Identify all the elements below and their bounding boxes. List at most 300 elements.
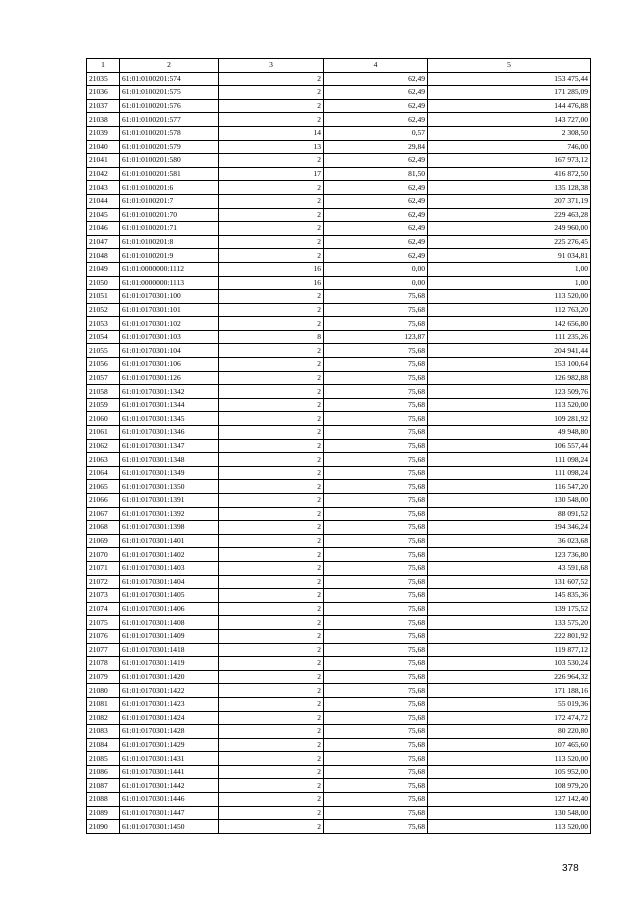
table-row (87, 140, 591, 154)
amount-cell: 207 371,19 (428, 194, 591, 208)
category-cell: 2 (219, 344, 324, 358)
row-number-cell: 21062 (87, 439, 120, 453)
amount-cell: 113 520,00 (428, 290, 591, 304)
cadastral-number-cell: 61:01:0170301:1347 (120, 439, 219, 453)
amount-cell: 153 475,44 (428, 72, 591, 86)
row-number-cell: 21071 (87, 561, 120, 575)
amount-cell: 746,00 (428, 140, 591, 154)
category-cell: 2 (219, 793, 324, 807)
row-number-cell: 21056 (87, 358, 120, 372)
row-number-cell: 21073 (87, 589, 120, 603)
value-cell: 75,68 (324, 412, 428, 426)
value-cell: 75,68 (324, 616, 428, 630)
row-number-cell: 21055 (87, 344, 120, 358)
table-row (87, 167, 591, 181)
amount-cell: 135 128,38 (428, 181, 591, 195)
category-cell: 2 (219, 602, 324, 616)
category-cell: 2 (219, 806, 324, 820)
value-cell: 0,57 (324, 126, 428, 140)
value-cell: 75,68 (324, 507, 428, 521)
amount-cell: 143 727,00 (428, 113, 591, 127)
amount-cell: 131 607,52 (428, 575, 591, 589)
value-cell: 75,68 (324, 439, 428, 453)
amount-cell: 55 019,36 (428, 697, 591, 711)
table-row (87, 616, 591, 630)
row-number-cell: 21080 (87, 684, 120, 698)
table-row (87, 629, 591, 643)
cadastral-number-cell: 61:01:0170301:1419 (120, 657, 219, 671)
table-row (87, 276, 591, 290)
category-cell: 14 (219, 126, 324, 140)
value-cell: 81,50 (324, 167, 428, 181)
row-number-cell: 21059 (87, 398, 120, 412)
value-cell: 75,68 (324, 561, 428, 575)
amount-cell: 229 463,28 (428, 208, 591, 222)
amount-cell: 1,00 (428, 276, 591, 290)
table-row (87, 521, 591, 535)
value-cell: 75,68 (324, 643, 428, 657)
amount-cell: 123 736,80 (428, 548, 591, 562)
cadastral-number-cell: 61:01:0100201:71 (120, 222, 219, 236)
table-row (87, 426, 591, 440)
cadastral-number-cell: 61:01:0170301:1346 (120, 426, 219, 440)
category-cell: 2 (219, 358, 324, 372)
amount-cell: 105 952,00 (428, 765, 591, 779)
row-number-cell: 21040 (87, 140, 120, 154)
table-row (87, 806, 591, 820)
row-number-cell: 21070 (87, 548, 120, 562)
amount-cell: 36 023,68 (428, 534, 591, 548)
cadastral-number-cell: 61:01:0170301:1405 (120, 589, 219, 603)
category-cell: 2 (219, 113, 324, 127)
row-number-cell: 21085 (87, 752, 120, 766)
row-number-cell: 21052 (87, 303, 120, 317)
amount-cell: 113 520,00 (428, 752, 591, 766)
value-cell: 75,68 (324, 657, 428, 671)
amount-cell: 123 509,76 (428, 385, 591, 399)
row-number-cell: 21076 (87, 629, 120, 643)
row-number-cell: 21054 (87, 330, 120, 344)
amount-cell: 80 220,80 (428, 725, 591, 739)
cadastral-number-cell: 61:01:0170301:1348 (120, 453, 219, 467)
value-cell: 75,68 (324, 629, 428, 643)
cadastral-number-cell: 61:01:0170301:106 (120, 358, 219, 372)
value-cell: 62,49 (324, 208, 428, 222)
table-row (87, 453, 591, 467)
category-cell: 16 (219, 276, 324, 290)
amount-cell: 204 941,44 (428, 344, 591, 358)
row-number-cell: 21090 (87, 820, 120, 834)
category-cell: 2 (219, 194, 324, 208)
amount-cell: 111 098,24 (428, 466, 591, 480)
row-number-cell: 21079 (87, 670, 120, 684)
cadastral-number-cell: 61:01:0170301:1422 (120, 684, 219, 698)
row-number-cell: 21064 (87, 466, 120, 480)
value-cell: 75,68 (324, 358, 428, 372)
category-cell: 2 (219, 670, 324, 684)
category-cell: 16 (219, 262, 324, 276)
amount-cell: 103 530,24 (428, 657, 591, 671)
value-cell: 75,68 (324, 711, 428, 725)
category-cell: 2 (219, 629, 324, 643)
cadastral-number-cell: 61:01:0100201:575 (120, 86, 219, 100)
cadastral-number-cell: 61:01:0170301:126 (120, 371, 219, 385)
category-cell: 2 (219, 765, 324, 779)
table-body (87, 72, 591, 833)
amount-cell: 1,00 (428, 262, 591, 276)
row-number-cell: 21067 (87, 507, 120, 521)
value-cell: 0,00 (324, 262, 428, 276)
cadastral-number-cell: 61:01:0100201:70 (120, 208, 219, 222)
category-cell: 2 (219, 480, 324, 494)
column-header-1: 1 (87, 59, 120, 73)
amount-cell: 222 801,92 (428, 629, 591, 643)
cadastral-number-cell: 61:01:0170301:1428 (120, 725, 219, 739)
amount-cell: 43 591,68 (428, 561, 591, 575)
value-cell: 75,68 (324, 793, 428, 807)
category-cell: 13 (219, 140, 324, 154)
category-cell: 2 (219, 249, 324, 263)
table-row (87, 670, 591, 684)
table-row (87, 643, 591, 657)
cadastral-number-cell: 61:01:0170301:1409 (120, 629, 219, 643)
value-cell: 75,68 (324, 589, 428, 603)
amount-cell: 167 973,12 (428, 154, 591, 168)
cadastral-number-cell: 61:01:0170301:1403 (120, 561, 219, 575)
table-row (87, 725, 591, 739)
cadastral-number-cell: 61:01:0170301:1344 (120, 398, 219, 412)
table-row (87, 752, 591, 766)
value-cell: 75,68 (324, 385, 428, 399)
category-cell: 2 (219, 820, 324, 834)
value-cell: 75,68 (324, 806, 428, 820)
cadastral-number-cell: 61:01:0170301:1350 (120, 480, 219, 494)
table-row (87, 154, 591, 168)
category-cell: 2 (219, 589, 324, 603)
category-cell: 2 (219, 561, 324, 575)
table-header (87, 59, 591, 73)
row-number-cell: 21072 (87, 575, 120, 589)
amount-cell: 111 235,26 (428, 330, 591, 344)
amount-cell: 88 091,52 (428, 507, 591, 521)
amount-cell: 112 763,20 (428, 303, 591, 317)
table-row (87, 262, 591, 276)
table-row (87, 602, 591, 616)
amount-cell: 225 276,45 (428, 235, 591, 249)
category-cell: 2 (219, 181, 324, 195)
value-cell: 62,49 (324, 86, 428, 100)
cadastral-number-cell: 61:01:0170301:1345 (120, 412, 219, 426)
table-row (87, 344, 591, 358)
row-number-cell: 21068 (87, 521, 120, 535)
table-row (87, 534, 591, 548)
table-row (87, 711, 591, 725)
column-header-4: 4 (324, 59, 428, 73)
table-row (87, 72, 591, 86)
cadastral-number-cell: 61:01:0170301:100 (120, 290, 219, 304)
value-cell: 62,49 (324, 154, 428, 168)
column-header-5: 5 (428, 59, 591, 73)
row-number-cell: 21060 (87, 412, 120, 426)
cadastral-number-cell: 61:01:0100201:581 (120, 167, 219, 181)
category-cell: 2 (219, 303, 324, 317)
cadastral-number-cell: 61:01:0170301:1342 (120, 385, 219, 399)
amount-cell: 130 548,00 (428, 494, 591, 508)
table-row (87, 561, 591, 575)
amount-cell: 145 835,36 (428, 589, 591, 603)
cadastral-number-cell: 61:01:0170301:1450 (120, 820, 219, 834)
value-cell: 62,49 (324, 194, 428, 208)
cadastral-number-cell: 61:01:0170301:101 (120, 303, 219, 317)
amount-cell: 91 034,81 (428, 249, 591, 263)
row-number-cell: 21051 (87, 290, 120, 304)
row-number-cell: 21058 (87, 385, 120, 399)
amount-cell: 194 346,24 (428, 521, 591, 535)
row-number-cell: 21049 (87, 262, 120, 276)
category-cell: 8 (219, 330, 324, 344)
amount-cell: 226 964,32 (428, 670, 591, 684)
row-number-cell: 21074 (87, 602, 120, 616)
table-row (87, 113, 591, 127)
category-cell: 2 (219, 385, 324, 399)
category-cell: 2 (219, 412, 324, 426)
value-cell: 75,68 (324, 752, 428, 766)
category-cell: 2 (219, 222, 324, 236)
table-row (87, 589, 591, 603)
amount-cell: 142 656,80 (428, 317, 591, 331)
category-cell: 2 (219, 697, 324, 711)
table-row (87, 385, 591, 399)
value-cell: 75,68 (324, 290, 428, 304)
amount-cell: 111 098,24 (428, 453, 591, 467)
value-cell: 75,68 (324, 765, 428, 779)
value-cell: 62,49 (324, 113, 428, 127)
table-row (87, 330, 591, 344)
column-header-2: 2 (120, 59, 219, 73)
row-number-cell: 21039 (87, 126, 120, 140)
row-number-cell: 21043 (87, 181, 120, 195)
table-row (87, 303, 591, 317)
amount-cell: 133 575,20 (428, 616, 591, 630)
value-cell: 75,68 (324, 344, 428, 358)
cadastral-number-cell: 61:01:0100201:576 (120, 99, 219, 113)
cadastral-number-cell: 61:01:0170301:1408 (120, 616, 219, 630)
cadastral-number-cell: 61:01:0170301:1441 (120, 765, 219, 779)
value-cell: 75,68 (324, 697, 428, 711)
row-number-cell: 21089 (87, 806, 120, 820)
category-cell: 2 (219, 616, 324, 630)
table-row (87, 358, 591, 372)
cadastral-number-cell: 61:01:0100201:580 (120, 154, 219, 168)
row-number-cell: 21083 (87, 725, 120, 739)
page-number: 378 (562, 863, 579, 874)
category-cell: 2 (219, 426, 324, 440)
amount-cell: 108 979,20 (428, 779, 591, 793)
cadastral-number-cell: 61:01:0000000:1112 (120, 262, 219, 276)
cadastral-number-cell: 61:01:0170301:102 (120, 317, 219, 331)
table-row (87, 181, 591, 195)
table-row (87, 290, 591, 304)
row-number-cell: 21081 (87, 697, 120, 711)
amount-cell: 139 175,52 (428, 602, 591, 616)
table-row (87, 86, 591, 100)
row-number-cell: 21077 (87, 643, 120, 657)
table-row (87, 412, 591, 426)
category-cell: 2 (219, 453, 324, 467)
table-row (87, 99, 591, 113)
amount-cell: 416 872,50 (428, 167, 591, 181)
value-cell: 75,68 (324, 480, 428, 494)
cadastral-number-cell: 61:01:0170301:1418 (120, 643, 219, 657)
value-cell: 75,68 (324, 602, 428, 616)
cadastral-number-cell: 61:01:0100201:8 (120, 235, 219, 249)
category-cell: 2 (219, 154, 324, 168)
category-cell: 2 (219, 99, 324, 113)
category-cell: 2 (219, 439, 324, 453)
amount-cell: 172 474,72 (428, 711, 591, 725)
value-cell: 75,68 (324, 466, 428, 480)
category-cell: 2 (219, 725, 324, 739)
category-cell: 17 (219, 167, 324, 181)
table-row (87, 738, 591, 752)
value-cell: 62,49 (324, 249, 428, 263)
cadastral-number-cell: 61:01:0170301:1404 (120, 575, 219, 589)
cadastral-number-cell: 61:01:0170301:1431 (120, 752, 219, 766)
amount-cell: 119 877,12 (428, 643, 591, 657)
table-row (87, 317, 591, 331)
value-cell: 75,68 (324, 534, 428, 548)
row-number-cell: 21042 (87, 167, 120, 181)
category-cell: 2 (219, 398, 324, 412)
table-row (87, 194, 591, 208)
value-cell: 75,68 (324, 317, 428, 331)
value-cell: 75,68 (324, 426, 428, 440)
category-cell: 2 (219, 317, 324, 331)
cadastral-number-cell: 61:01:0100201:579 (120, 140, 219, 154)
amount-cell: 109 281,92 (428, 412, 591, 426)
category-cell: 2 (219, 657, 324, 671)
value-cell: 62,49 (324, 235, 428, 249)
category-cell: 2 (219, 208, 324, 222)
row-number-cell: 21041 (87, 154, 120, 168)
cadastral-number-cell: 61:01:0170301:1406 (120, 602, 219, 616)
row-number-cell: 21066 (87, 494, 120, 508)
amount-cell: 144 476,88 (428, 99, 591, 113)
table-row (87, 684, 591, 698)
amount-cell: 113 520,00 (428, 820, 591, 834)
cadastral-number-cell: 61:01:0170301:104 (120, 344, 219, 358)
value-cell: 75,68 (324, 371, 428, 385)
table-row (87, 466, 591, 480)
cadastral-number-cell: 61:01:0100201:9 (120, 249, 219, 263)
cadastral-number-cell: 61:01:0170301:1429 (120, 738, 219, 752)
amount-cell: 116 547,20 (428, 480, 591, 494)
amount-cell: 171 285,09 (428, 86, 591, 100)
table-row (87, 507, 591, 521)
cadastral-number-cell: 61:01:0170301:1401 (120, 534, 219, 548)
row-number-cell: 21038 (87, 113, 120, 127)
cadastral-number-cell: 61:01:0100201:7 (120, 194, 219, 208)
cadastral-number-cell: 61:01:0170301:1423 (120, 697, 219, 711)
value-cell: 29,84 (324, 140, 428, 154)
category-cell: 2 (219, 548, 324, 562)
table-row (87, 548, 591, 562)
value-cell: 75,68 (324, 548, 428, 562)
category-cell: 2 (219, 371, 324, 385)
table-row (87, 235, 591, 249)
value-cell: 62,49 (324, 72, 428, 86)
value-cell: 75,68 (324, 398, 428, 412)
value-cell: 75,68 (324, 494, 428, 508)
category-cell: 2 (219, 684, 324, 698)
row-number-cell: 21061 (87, 426, 120, 440)
value-cell: 0,00 (324, 276, 428, 290)
table-row (87, 222, 591, 236)
value-cell: 75,68 (324, 779, 428, 793)
cadastral-number-cell: 61:01:0100201:574 (120, 72, 219, 86)
row-number-cell: 21087 (87, 779, 120, 793)
category-cell: 2 (219, 643, 324, 657)
cadastral-number-cell: 61:01:0100201:6 (120, 181, 219, 195)
column-header-3: 3 (219, 59, 324, 73)
category-cell: 2 (219, 752, 324, 766)
row-number-cell: 21084 (87, 738, 120, 752)
cadastral-number-cell: 61:01:0170301:1398 (120, 521, 219, 535)
value-cell: 75,68 (324, 820, 428, 834)
category-cell: 2 (219, 575, 324, 589)
row-number-cell: 21047 (87, 235, 120, 249)
amount-cell: 130 548,00 (428, 806, 591, 820)
amount-cell: 49 948,80 (428, 426, 591, 440)
table-row (87, 779, 591, 793)
value-cell: 75,68 (324, 521, 428, 535)
row-number-cell: 21035 (87, 72, 120, 86)
header-row (87, 59, 591, 73)
table-row (87, 398, 591, 412)
category-cell: 2 (219, 290, 324, 304)
row-number-cell: 21088 (87, 793, 120, 807)
row-number-cell: 21045 (87, 208, 120, 222)
cadastral-number-cell: 61:01:0170301:1391 (120, 494, 219, 508)
category-cell: 2 (219, 534, 324, 548)
cadastral-number-cell: 61:01:0170301:1420 (120, 670, 219, 684)
cadastral-number-cell: 61:01:0170301:1446 (120, 793, 219, 807)
table-row (87, 697, 591, 711)
row-number-cell: 21075 (87, 616, 120, 630)
cadastral-number-cell: 61:01:0170301:1349 (120, 466, 219, 480)
table-row (87, 820, 591, 834)
value-cell: 62,49 (324, 222, 428, 236)
amount-cell: 113 520,00 (428, 398, 591, 412)
row-number-cell: 21063 (87, 453, 120, 467)
table-row (87, 249, 591, 263)
value-cell: 75,68 (324, 575, 428, 589)
row-number-cell: 21048 (87, 249, 120, 263)
category-cell: 2 (219, 521, 324, 535)
register-table (86, 58, 591, 834)
row-number-cell: 21069 (87, 534, 120, 548)
category-cell: 2 (219, 711, 324, 725)
value-cell: 123,87 (324, 330, 428, 344)
amount-cell: 107 465,60 (428, 738, 591, 752)
table-row (87, 208, 591, 222)
value-cell: 75,68 (324, 684, 428, 698)
table-row (87, 480, 591, 494)
table-row (87, 575, 591, 589)
table-row (87, 657, 591, 671)
value-cell: 62,49 (324, 99, 428, 113)
row-number-cell: 21078 (87, 657, 120, 671)
